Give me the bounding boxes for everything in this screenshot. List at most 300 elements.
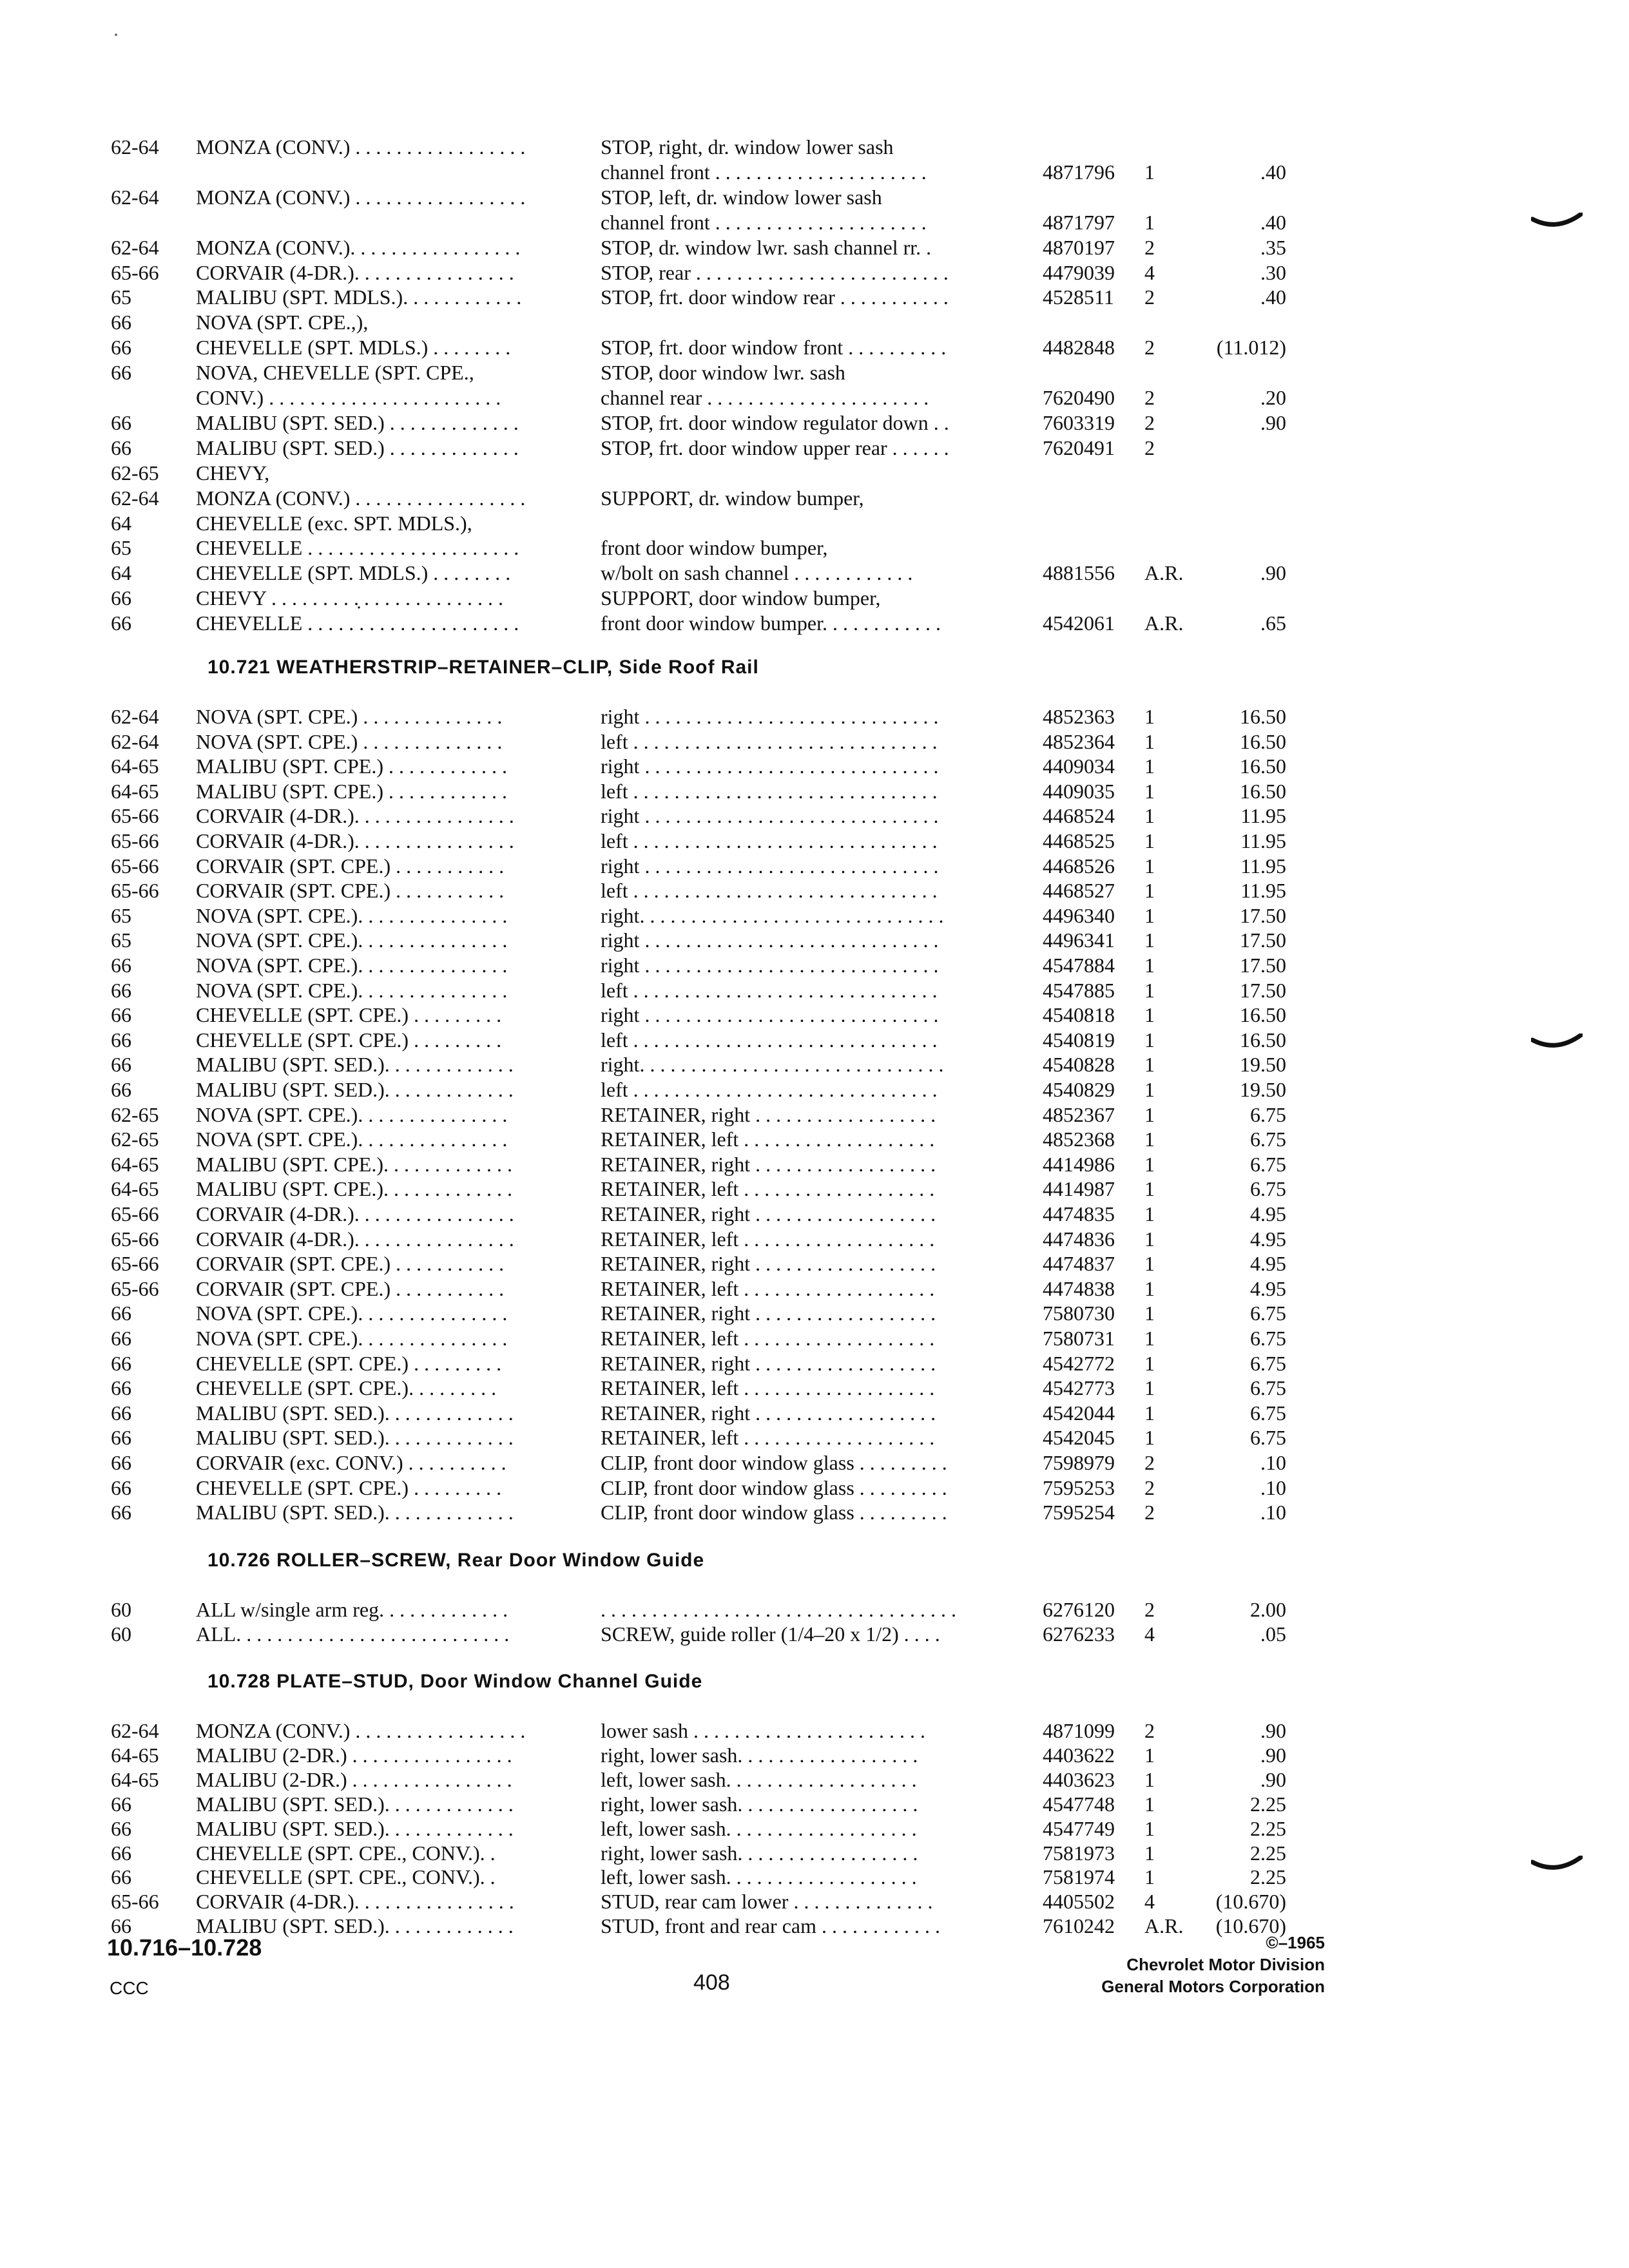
- price: 2.25: [1250, 1792, 1286, 1816]
- part-description: right . . . . . . . . . . . . . . . . . . . . . . . . . . . . .: [601, 754, 939, 778]
- part-number: 4468526: [1043, 854, 1115, 878]
- table-row: [0, 1840, 1629, 1866]
- year-range: 66: [111, 1401, 131, 1425]
- table-row: [0, 803, 1629, 829]
- model-name: CORVAIR (SPT. CPE.) . . . . . . . . . . .: [196, 1252, 505, 1276]
- table-row: [0, 260, 1629, 285]
- part-description: STUD, front and rear cam . . . . . . . . . . . .: [601, 1914, 940, 1938]
- year-range: 62-64: [111, 235, 159, 259]
- year-range: 64-65: [111, 779, 159, 803]
- year-range: 66: [111, 336, 131, 360]
- price: .05: [1260, 1622, 1286, 1646]
- quantity: 1: [1144, 1401, 1155, 1425]
- table-row: [0, 1499, 1629, 1525]
- price: 2.00: [1250, 1598, 1286, 1621]
- model-name: NOVA (SPT. CPE.). . . . . . . . . . . . . . .: [196, 1302, 508, 1325]
- price: .65: [1260, 611, 1286, 635]
- price: (10.670): [1215, 1890, 1286, 1914]
- table-row: [0, 952, 1629, 978]
- price: .40: [1260, 210, 1286, 234]
- publisher-block: [1101, 1932, 1325, 1997]
- part-number: 4871796: [1043, 160, 1115, 184]
- quantity: 1: [1144, 1376, 1155, 1400]
- table-row: [0, 1251, 1629, 1276]
- scan-speck: [115, 34, 117, 36]
- year-range: 65-66: [111, 1890, 159, 1914]
- quantity: 1: [1144, 1276, 1155, 1300]
- part-number: 4528511: [1043, 285, 1114, 309]
- quantity: 1: [1144, 1767, 1155, 1791]
- price: 2.25: [1250, 1865, 1286, 1889]
- year-range: 60: [111, 1622, 131, 1646]
- model-name: MALIBU (SPT. CPE.). . . . . . . . . . . . .: [196, 1177, 512, 1201]
- division-name: Chevrolet Motor Division: [1126, 1955, 1325, 1974]
- table-row: [0, 410, 1629, 436]
- price: 16.50: [1240, 729, 1286, 753]
- price: 17.50: [1240, 903, 1286, 927]
- price: 6.75: [1250, 1177, 1286, 1201]
- model-name: CORVAIR (4-DR.). . . . . . . . . . . . . . . .: [196, 804, 514, 828]
- quantity: 2: [1144, 1475, 1155, 1499]
- table-row: [0, 1425, 1629, 1450]
- quantity: 1: [1144, 1053, 1155, 1077]
- quantity: 1: [1144, 829, 1155, 852]
- table-row: [0, 1791, 1629, 1817]
- part-description: SCREW, guide roller (1/4–20 x 1/2) . . . .: [601, 1622, 940, 1646]
- part-description: right. . . . . . . . . . . . . . . . . . . . . . . . . . . . . .: [601, 1053, 944, 1077]
- year-range: 66: [111, 1841, 131, 1865]
- part-description: STOP, rear . . . . . . . . . . . . . . . . . . . . . . . . .: [601, 260, 949, 284]
- model-name: MALIBU (SPT. SED.). . . . . . . . . . . . .: [196, 1816, 514, 1840]
- part-description: RETAINER, right . . . . . . . . . . . . . . . . . .: [601, 1152, 936, 1176]
- year-range: 66: [111, 1302, 131, 1325]
- model-name: MALIBU (SPT. SED.) . . . . . . . . . . . . .: [196, 410, 519, 434]
- part-description: left, lower sash. . . . . . . . . . . . . . . . . . .: [601, 1865, 917, 1889]
- model-name: MALIBU (SPT. CPE.). . . . . . . . . . . . .: [196, 1152, 512, 1176]
- model-name: NOVA (SPT. CPE.). . . . . . . . . . . . . . .: [196, 954, 508, 977]
- quantity: 2: [1144, 1598, 1155, 1621]
- price: 19.50: [1240, 1078, 1286, 1101]
- part-number: 4547748: [1043, 1792, 1115, 1816]
- part-number: 7620491: [1043, 436, 1115, 459]
- model-name: NOVA (SPT. CPE.) . . . . . . . . . . . . . .: [196, 705, 503, 728]
- part-number: 4852367: [1043, 1102, 1115, 1126]
- quantity: 1: [1144, 1003, 1155, 1027]
- part-description: STOP, frt. door window rear . . . . . . . . . . .: [601, 285, 949, 309]
- table-row: [0, 1621, 1629, 1647]
- part-number: 7595254: [1043, 1501, 1115, 1524]
- part-number: 4540818: [1043, 1003, 1115, 1027]
- quantity: 1: [1144, 1227, 1155, 1251]
- year-range: 62-65: [111, 461, 159, 485]
- table-row: [0, 1226, 1629, 1252]
- table-row: [0, 1201, 1629, 1227]
- year-range: 66: [111, 1053, 131, 1077]
- part-number: 4871099: [1043, 1719, 1115, 1742]
- model-name: CORVAIR (SPT. CPE.) . . . . . . . . . . .: [196, 854, 505, 878]
- quantity: 1: [1144, 1426, 1155, 1450]
- model-name: CHEVELLE (SPT. CPE.). . . . . . . . .: [196, 1376, 497, 1400]
- part-number: 4542773: [1043, 1376, 1115, 1400]
- quantity: 1: [1144, 1816, 1155, 1840]
- part-description: RETAINER, left . . . . . . . . . . . . . . . . . . .: [601, 1426, 935, 1450]
- part-description: left, lower sash. . . . . . . . . . . . . . . . . . .: [601, 1816, 917, 1840]
- year-range: 65-66: [111, 854, 159, 878]
- section-range: 10.716–10.728: [107, 1934, 262, 1961]
- table-row: [0, 1176, 1629, 1202]
- table-row: [0, 535, 1629, 561]
- price: (11.012): [1216, 336, 1286, 360]
- quantity: 1: [1144, 1252, 1155, 1276]
- model-name: MONZA (CONV.) . . . . . . . . . . . . . . . . .: [196, 185, 526, 209]
- price: 6.75: [1250, 1152, 1286, 1176]
- model-name: MALIBU (SPT. CPE.) . . . . . . . . . . . .: [196, 754, 507, 778]
- table-row: [0, 585, 1629, 611]
- table-row: [0, 485, 1629, 511]
- model-name: MALIBU (SPT. SED.). . . . . . . . . . . . .: [196, 1792, 514, 1816]
- model-name: NOVA (SPT. CPE.) . . . . . . . . . . . . . .: [196, 729, 503, 753]
- model-name: CHEVELLE (SPT. CPE.) . . . . . . . . .: [196, 1475, 502, 1499]
- table-row: [0, 828, 1629, 854]
- year-range: 66: [111, 1865, 131, 1889]
- part-number: 4474835: [1043, 1202, 1115, 1225]
- table-row: [0, 1276, 1629, 1302]
- part-description: STOP, frt. door window regulator down . .: [601, 410, 949, 434]
- quantity: 2: [1144, 336, 1155, 360]
- binder-mark-icon: [1531, 1856, 1583, 1875]
- quantity: 1: [1144, 1792, 1155, 1816]
- year-range: 66: [111, 1475, 131, 1499]
- price: 16.50: [1240, 1003, 1286, 1027]
- part-number: 4542061: [1043, 611, 1115, 635]
- quantity: 2: [1144, 1501, 1155, 1524]
- part-number: 4414986: [1043, 1152, 1115, 1176]
- quantity: 1: [1144, 879, 1155, 903]
- model-name: MALIBU (SPT. SED.). . . . . . . . . . . . .: [196, 1426, 514, 1450]
- model-name: NOVA (SPT. CPE.). . . . . . . . . . . . . . .: [196, 1327, 508, 1350]
- year-range: 66: [111, 611, 131, 635]
- part-description: STOP, frt. door window upper rear . . . . . .: [601, 436, 949, 459]
- price: 11.95: [1240, 854, 1286, 878]
- year-range: 65: [111, 536, 131, 560]
- quantity: 1: [1144, 903, 1155, 927]
- quantity: 1: [1144, 160, 1155, 184]
- price: .40: [1260, 285, 1286, 309]
- year-range: 66: [111, 311, 131, 334]
- section-heading: 10.721 WEATHERSTRIP–RETAINER–CLIP, Side Roof Rail: [207, 657, 759, 678]
- price: 11.95: [1240, 804, 1286, 828]
- model-name: CORVAIR (SPT. CPE.) . . . . . . . . . . .: [196, 879, 505, 903]
- part-description: STOP, right, dr. window lower sash: [601, 135, 894, 159]
- part-number: 4405502: [1043, 1890, 1115, 1914]
- year-range: 62-64: [111, 729, 159, 753]
- part-number: 4482848: [1043, 336, 1115, 360]
- quantity: 1: [1144, 978, 1155, 1002]
- model-name: CORVAIR (SPT. CPE.) . . . . . . . . . . .: [196, 1276, 505, 1300]
- table-row: [0, 385, 1629, 410]
- part-description: w/bolt on sash channel . . . . . . . . . . . .: [601, 561, 913, 585]
- model-name: ALL w/single arm reg. . . . . . . . . . . . .: [196, 1598, 508, 1621]
- year-range: 66: [111, 436, 131, 459]
- model-name: MALIBU (2-DR.) . . . . . . . . . . . . . . . .: [196, 1767, 512, 1791]
- part-number: 4542044: [1043, 1401, 1115, 1425]
- table-row: [0, 1325, 1629, 1351]
- price: .90: [1260, 410, 1286, 434]
- part-description: RETAINER, left . . . . . . . . . . . . . . . . . . .: [601, 1227, 935, 1251]
- quantity: 2: [1144, 1451, 1155, 1474]
- year-range: 66: [111, 1003, 131, 1027]
- year-range: 66: [111, 1451, 131, 1474]
- table-row: [0, 1400, 1629, 1426]
- year-range: 64-65: [111, 754, 159, 778]
- quantity: 2: [1144, 1719, 1155, 1742]
- table-row: [0, 209, 1629, 235]
- part-description: RETAINER, right . . . . . . . . . . . . . . . . . .: [601, 1102, 936, 1126]
- quantity: 1: [1144, 804, 1155, 828]
- table-row: [0, 1597, 1629, 1622]
- quantity: 1: [1144, 1177, 1155, 1201]
- model-name: MONZA (CONV.) . . . . . . . . . . . . . . . . .: [196, 486, 526, 510]
- part-description: CLIP, front door window glass . . . . . . . . .: [601, 1501, 947, 1524]
- part-number: 7581973: [1043, 1841, 1115, 1865]
- part-number: 4547884: [1043, 954, 1115, 977]
- quantity: 1: [1144, 1351, 1155, 1375]
- table-row: [0, 1151, 1629, 1177]
- table-row: [0, 704, 1629, 729]
- price: 16.50: [1240, 779, 1286, 803]
- price: 6.75: [1250, 1401, 1286, 1425]
- part-number: 4540819: [1043, 1028, 1115, 1052]
- model-name: CHEVELLE (SPT. MDLS.) . . . . . . . .: [196, 336, 511, 360]
- table-row: [0, 878, 1629, 903]
- part-number: 4474838: [1043, 1276, 1115, 1300]
- table-row: [0, 1126, 1629, 1152]
- part-description: right . . . . . . . . . . . . . . . . . . . . . . . . . . . . .: [601, 928, 939, 952]
- price: .90: [1260, 561, 1286, 585]
- price: 16.50: [1240, 705, 1286, 728]
- year-range: 66: [111, 1351, 131, 1375]
- model-name: CORVAIR (4-DR.). . . . . . . . . . . . . . . .: [196, 829, 514, 852]
- part-number: 4881556: [1043, 561, 1115, 585]
- year-range: 66: [111, 1501, 131, 1524]
- year-range: 65: [111, 903, 131, 927]
- model-name: NOVA (SPT. CPE.). . . . . . . . . . . . . . .: [196, 1128, 508, 1151]
- table-row: [0, 360, 1629, 385]
- table-row: [0, 1002, 1629, 1028]
- part-number: 4496341: [1043, 928, 1115, 952]
- table-row: [0, 1475, 1629, 1501]
- quantity: 1: [1144, 928, 1155, 952]
- part-number: 4409035: [1043, 779, 1115, 803]
- part-number: 4474837: [1043, 1252, 1115, 1276]
- model-name: MALIBU (SPT. CPE.) . . . . . . . . . . . .: [196, 779, 507, 803]
- quantity: A.R.: [1144, 611, 1184, 635]
- model-name: CONV.) . . . . . . . . . . . . . . . . . . . . . . .: [196, 386, 501, 409]
- part-number: 4468524: [1043, 804, 1115, 828]
- part-number: 4468525: [1043, 829, 1115, 852]
- part-number: 4871797: [1043, 210, 1115, 234]
- price: 4.95: [1250, 1276, 1286, 1300]
- table-row: [0, 1767, 1629, 1792]
- part-description: left . . . . . . . . . . . . . . . . . . . . . . . . . . . . . .: [601, 1078, 938, 1101]
- model-name: ALL. . . . . . . . . . . . . . . . . . . . . . . . . . .: [196, 1622, 510, 1646]
- year-range: 66: [111, 1078, 131, 1101]
- part-description: STOP, dr. window lwr. sash channel rr. .: [601, 235, 932, 259]
- part-description: right, lower sash. . . . . . . . . . . . . . . . . .: [601, 1743, 918, 1767]
- table-row: [0, 1816, 1629, 1841]
- table-row: [0, 460, 1629, 486]
- table-row: [0, 1077, 1629, 1102]
- price: 4.95: [1250, 1252, 1286, 1276]
- quantity: 2: [1144, 285, 1155, 309]
- part-description: RETAINER, left . . . . . . . . . . . . . . . . . . .: [601, 1327, 935, 1350]
- part-number: 4852363: [1043, 705, 1115, 728]
- part-number: 4852368: [1043, 1128, 1115, 1151]
- part-number: 4542045: [1043, 1426, 1115, 1450]
- price: .10: [1260, 1501, 1286, 1524]
- part-description: RETAINER, right . . . . . . . . . . . . . . . . . .: [601, 1351, 936, 1375]
- part-number: 4540828: [1043, 1053, 1115, 1077]
- page-number: 408: [693, 1970, 730, 1995]
- price: .90: [1260, 1743, 1286, 1767]
- year-range: 65-66: [111, 829, 159, 852]
- part-number: 4474836: [1043, 1227, 1115, 1251]
- quantity: 1: [1144, 210, 1155, 234]
- quantity: 4: [1144, 1890, 1155, 1914]
- part-number: 6276120: [1043, 1598, 1115, 1621]
- model-name: NOVA (SPT. CPE.). . . . . . . . . . . . . . .: [196, 928, 508, 952]
- table-row: [0, 159, 1629, 185]
- part-description: left, lower sash. . . . . . . . . . . . . . . . . . .: [601, 1767, 917, 1791]
- quantity: 2: [1144, 386, 1155, 409]
- year-range: 64-65: [111, 1767, 159, 1791]
- part-description: . . . . . . . . . . . . . . . . . . . . . . . . . . . . . . . . . . .: [601, 1598, 956, 1621]
- model-name: MALIBU (SPT. SED.) . . . . . . . . . . . . .: [196, 436, 519, 459]
- part-number: 7603319: [1043, 410, 1115, 434]
- part-description: channel rear . . . . . . . . . . . . . . . . . . . . . .: [601, 386, 929, 409]
- year-range: 66: [111, 978, 131, 1002]
- year-range: 65-66: [111, 1252, 159, 1276]
- quantity: 2: [1144, 410, 1155, 434]
- table-row: [0, 309, 1629, 335]
- part-description: right . . . . . . . . . . . . . . . . . . . . . . . . . . . . .: [601, 954, 939, 977]
- part-description: RETAINER, left . . . . . . . . . . . . . . . . . . .: [601, 1177, 935, 1201]
- part-number: 4540829: [1043, 1078, 1115, 1101]
- price: 6.75: [1250, 1351, 1286, 1375]
- table-row: [0, 753, 1629, 779]
- model-name: MALIBU (SPT. SED.). . . . . . . . . . . . .: [196, 1914, 514, 1938]
- year-range: 66: [111, 954, 131, 977]
- quantity: 1: [1144, 779, 1155, 803]
- part-number: 4547885: [1043, 978, 1115, 1002]
- model-name: CHEVY,: [196, 461, 270, 485]
- price: .35: [1260, 235, 1286, 259]
- model-name: CORVAIR (4-DR.). . . . . . . . . . . . . . . .: [196, 1202, 514, 1225]
- model-name: MALIBU (SPT. SED.). . . . . . . . . . . . .: [196, 1078, 514, 1101]
- year-range: 60: [111, 1598, 131, 1621]
- price: 17.50: [1240, 954, 1286, 977]
- part-description: channel front . . . . . . . . . . . . . . . . . . . . .: [601, 210, 927, 234]
- part-description: CLIP, front door window glass . . . . . . . . .: [601, 1451, 947, 1474]
- price: .10: [1260, 1475, 1286, 1499]
- model-name: CHEVELLE (exc. SPT. MDLS.),: [196, 511, 472, 535]
- binder-mark-icon: [1531, 1033, 1583, 1053]
- part-description: right, lower sash. . . . . . . . . . . . . . . . . .: [601, 1841, 918, 1865]
- model-name: MALIBU (SPT. SED.). . . . . . . . . . . . .: [196, 1053, 514, 1077]
- part-description: STOP, left, dr. window lower sash: [601, 185, 882, 209]
- quantity: A.R.: [1144, 561, 1184, 585]
- model-name: MONZA (CONV.). . . . . . . . . . . . . . . . .: [196, 235, 521, 259]
- year-range: 62-64: [111, 185, 159, 209]
- quantity: 1: [1144, 1865, 1155, 1889]
- price: 4.95: [1250, 1227, 1286, 1251]
- binder-mark-icon: [1531, 213, 1583, 232]
- part-number: 6276233: [1043, 1622, 1115, 1646]
- part-number: 7580731: [1043, 1327, 1115, 1350]
- part-description: RETAINER, right . . . . . . . . . . . . . . . . . .: [601, 1302, 936, 1325]
- price: 11.95: [1240, 879, 1286, 903]
- part-description: STOP, frt. door window front . . . . . . . . . .: [601, 336, 947, 360]
- year-range: 66: [111, 1816, 131, 1840]
- model-name: CORVAIR (4-DR.). . . . . . . . . . . . . . . .: [196, 1890, 514, 1914]
- year-range: 66: [111, 1376, 131, 1400]
- table-row: [0, 977, 1629, 1003]
- table-row: [0, 927, 1629, 953]
- year-range: 64-65: [111, 1152, 159, 1176]
- year-range: 66: [111, 1914, 131, 1938]
- year-range: 62-64: [111, 705, 159, 728]
- table-row: [0, 1450, 1629, 1475]
- table-row: [0, 1742, 1629, 1768]
- price: 6.75: [1250, 1302, 1286, 1325]
- year-range: 65-66: [111, 260, 159, 284]
- part-description: STUD, rear cam lower . . . . . . . . . . . . . .: [601, 1890, 933, 1914]
- part-description: RETAINER, right . . . . . . . . . . . . . . . . . .: [601, 1202, 936, 1225]
- year-range: 66: [111, 1028, 131, 1052]
- quantity: 2: [1144, 436, 1155, 459]
- quantity: 1: [1144, 705, 1155, 728]
- year-range: 62-64: [111, 135, 159, 159]
- price: 6.75: [1250, 1426, 1286, 1450]
- part-description: RETAINER, left . . . . . . . . . . . . . . . . . . .: [601, 1128, 935, 1151]
- quantity: 1: [1144, 954, 1155, 977]
- quantity: 1: [1144, 854, 1155, 878]
- table-row: [0, 1027, 1629, 1053]
- part-number: 7620490: [1043, 386, 1115, 409]
- part-description: STOP, door window lwr. sash: [601, 361, 845, 385]
- quantity: 1: [1144, 1841, 1155, 1865]
- model-name: MONZA (CONV.) . . . . . . . . . . . . . . . . .: [196, 135, 526, 159]
- part-description: right . . . . . . . . . . . . . . . . . . . . . . . . . . . . .: [601, 1003, 939, 1027]
- quantity: A.R.: [1144, 1914, 1184, 1938]
- quantity: 1: [1144, 1302, 1155, 1325]
- part-number: 7595253: [1043, 1475, 1115, 1499]
- part-description: right. . . . . . . . . . . . . . . . . . . . . . . . . . . . . .: [601, 903, 944, 927]
- part-description: left . . . . . . . . . . . . . . . . . . . . . . . . . . . . . .: [601, 729, 938, 753]
- price: 11.95: [1240, 829, 1286, 852]
- price: (10.670): [1215, 1914, 1286, 1938]
- price: .40: [1260, 160, 1286, 184]
- year-range: 66: [111, 361, 131, 385]
- part-number: 4409034: [1043, 754, 1115, 778]
- model-name: MALIBU (SPT. MDLS.). . . . . . . . . . . .: [196, 285, 522, 309]
- table-row: [0, 853, 1629, 879]
- year-range: 66: [111, 1792, 131, 1816]
- quantity: 1: [1144, 1152, 1155, 1176]
- model-name: CHEVELLE (SPT. CPE.) . . . . . . . . .: [196, 1003, 502, 1027]
- part-description: left . . . . . . . . . . . . . . . . . . . . . . . . . . . . . .: [601, 1028, 938, 1052]
- table-row: [0, 510, 1629, 536]
